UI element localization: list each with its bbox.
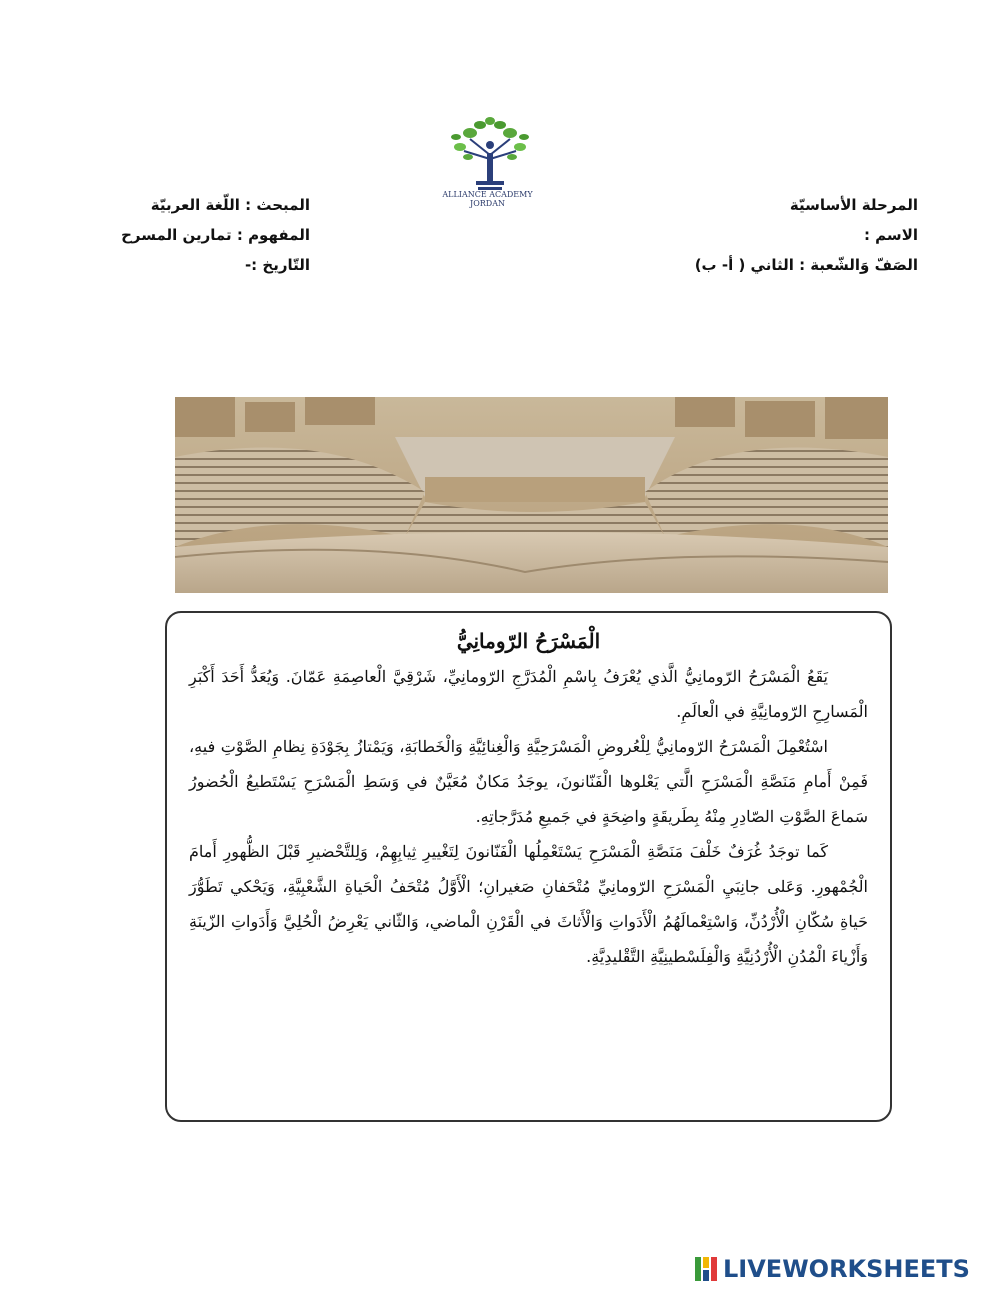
passage-title: الْمَسْرَحُ الرّومانِيُّ	[456, 629, 601, 653]
date-label: التّاريخ :-	[244, 256, 310, 274]
header-left	[121, 190, 310, 280]
name-label: الاسم :	[863, 226, 918, 244]
reading-passage-box	[165, 611, 892, 1122]
logo-caption-line2: JORDAN	[470, 199, 505, 208]
brand-text: LIVEWORKSHEETS	[723, 1255, 970, 1283]
logo-caption-line1: ALLIANCE ACADEMY	[442, 190, 533, 199]
passage-paragraph-3: كَما توجَدُ غُرَفٌ خَلْفَ مَنَصَّةِ الْمَسْرَحِ يَسْتَعْمِلُها الْفَنّانونَ لِتَغْييرِ ثِيابِهِمْ، وَلِلتَّحْضيرِ قَبْلَ الظُّهورِ أَمامَ الْجُمْهورِ. وَعَلى جانِبَيِ الْمَسْرَحِ الرّومانِيِّ مُتْحَفانِ صَغيرانِ؛ الْأَوَّلُ مُتْحَفُ الْحَياةِ الشَّعْبِيَّةِ، وَيَحْكي تَطَوُّرَ حَياةِ سُكّانِ الْأُرْدُنِّ، وَاسْتِعْمالَهُمُ الْأَدَواتِ وَالْأَثاثَ في الْقَرْنِ الْماضي، وَالثّاني يَعْرِضُ الْحُلِيَّ وَأَدَواتِ الزّينَةِ وَأَزْياءَ الْمُدُنِ الْأُرْدُنِيَّةِ وَالْفِلَسْطينِيَّةِ التَّقْليدِيَّةِ.	[189, 842, 868, 966]
liveworksheets-mark-icon	[695, 1257, 717, 1281]
passage-paragraph-1: يَقَعُ الْمَسْرَحُ الرّومانِيُّ الَّذي يُعْرَفُ بِاسْمِ الْمُدَرَّجِ الرّومانِيِّ، شَرْقِيَّ الْعاصِمَةِ عَمّانَ. وَيُعَدُّ أَحَدَ أَكْبَرِ الْمَسارِحِ الرّومانِيَّةِ في الْعالَمِ.	[189, 667, 868, 721]
logo-caption	[430, 190, 545, 208]
grade-label: الصَفّ وَالشّعبة : الثاني ( أ- ب)	[694, 256, 918, 274]
subject-label: المبحث : اللّغة العربيّة	[150, 196, 310, 214]
liveworksheets-logo	[695, 1255, 995, 1285]
stage-label: المرحلة الأساسيّة	[789, 196, 918, 214]
header-right	[695, 190, 918, 280]
tree-icon	[440, 115, 540, 195]
roman-theater-photo	[175, 397, 888, 593]
passage-paragraph-2: اسْتُعْمِلَ الْمَسْرَحُ الرّومانِيُّ لِلْعُروضِ الْمَسْرَحِيَّةِ وَالْغِنائِيَّةِ وَالْخَطابَةِ، وَيَمْتازُ بِجَوْدَةِ نِظامِ الصَّوْتِ فيهِ، فَمِنْ أَمامِ مَنَصَّةِ الْمَسْرَحِ الَّتي يَعْلوها الْفَنّانونَ، يوجَدُ مَكانٌ مُعَيَّنٌ في وَسَطِ الْمَسْرَحِ يَسْتَطيعُ الْحُضورُ سَماعَ الصَّوْتِ الصّادِرِ مِنْهُ بِطَريقَةٍ واضِحَةٍ في جَميعِ مُدَرَّجاتِهِ.	[189, 737, 868, 826]
concept-label: المفهوم : تمارين المسرح	[121, 226, 310, 244]
